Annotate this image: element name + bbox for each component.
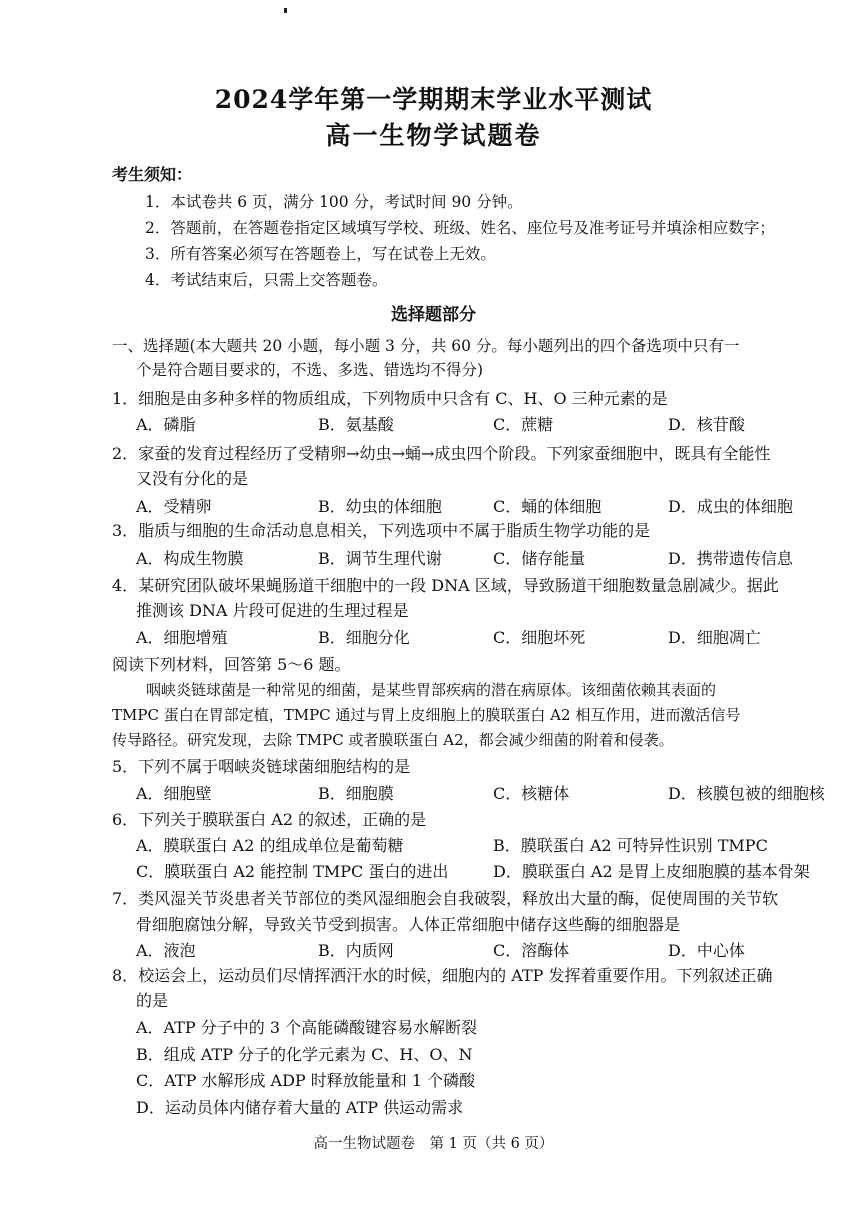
section-title: 选择题部分 [391, 305, 476, 325]
q6-option-c: C．膜联蛋白 A2 能控制 TMPC 蛋白的进出 [136, 862, 449, 881]
q5-option-d: D．核膜包被的细胞核 [668, 784, 825, 803]
q2-option-b: B．幼虫的体细胞 [318, 497, 442, 516]
question-2-stem: 又没有分化的是 [136, 469, 249, 488]
q1-option-c: C．蔗糖 [493, 415, 554, 434]
q3-option-b: B．调节生理代谢 [318, 549, 442, 568]
question-2-stem: 2．家蚕的发育过程经历了受精卵→幼虫→蛹→成虫四个阶段。下列家蚕细胞中，既具有全能性 [112, 444, 771, 463]
material-text: 传导路径。研究发现，去除 TMPC 或者膜联蛋白 A2，都会减少细菌的附着和侵袭。 [112, 731, 674, 749]
q6-option-a: A．膜联蛋白 A2 的组成单位是葡萄糖 [136, 836, 404, 855]
material-text: 咽峡炎链球菌是一种常见的细菌，是某些胃部疾病的潜在病原体。该细菌依赖其表面的 [146, 681, 717, 699]
q5-option-b: B．细胞膜 [318, 784, 394, 803]
question-7-stem: 7．类风湿关节炎患者关节部位的类风湿细胞会自我破裂，释放出大量的酶，促使周围的关节软 [112, 889, 779, 908]
q3-option-d: D．携带遗传信息 [668, 549, 793, 568]
notice-heading: 考生须知： [112, 165, 193, 184]
q1-option-a: A．磷脂 [136, 415, 196, 434]
q7-option-d: D．中心体 [668, 941, 745, 960]
q2-option-a: A．受精卵 [136, 497, 212, 516]
material-intro: 阅读下列材料，回答第 5～6 题。 [112, 655, 351, 674]
q2-option-c: C．蛹的体细胞 [493, 497, 602, 516]
exam-title: 2024学年第一学期期末学业水平测试 [214, 85, 653, 114]
q6-option-b: B．膜联蛋白 A2 可特异性识别 TMPC [493, 836, 768, 855]
q8-option-a: A．ATP 分子中的 3 个高能磷酸键容易水解断裂 [136, 1018, 478, 1037]
notice-item: 1．本试卷共 6 页，满分 100 分，考试时间 90 分钟。 [145, 193, 523, 211]
notice-item: 3．所有答案必须写在答题卷上，写在试卷上无效。 [145, 245, 496, 263]
q5-option-c: C．核糖体 [493, 784, 570, 803]
question-4-stem: 推测该 DNA 片段可促进的生理过程是 [136, 601, 409, 620]
q7-option-c: C．溶酶体 [493, 941, 570, 960]
q7-option-b: B．内质网 [318, 941, 394, 960]
question-7-stem: 骨细胞腐蚀分解，导致关节受到损害。人体正常细胞中储存这些酶的细胞器是 [136, 915, 681, 934]
page-footer: 高一生物试题卷 第 1 页（共 6 页） [313, 1136, 554, 1152]
q4-option-c: C．细胞坏死 [493, 628, 586, 647]
scan-mark [284, 8, 287, 13]
question-1-stem: 1．细胞是由多种多样的物质组成，下列物质中只含有 C、H、O 三种元素的是 [112, 389, 668, 408]
q6-option-d: D．膜联蛋白 A2 是胃上皮细胞膜的基本骨架 [493, 862, 810, 881]
material-text: TMPC 蛋白在胃部定植，TMPC 通过与胃上皮细胞上的膜联蛋白 A2 相互作用，进而激活信号 [112, 706, 741, 724]
notice-item: 2．答题前，在答题卷指定区域填写学校、班级、姓名、座位号及准考证号并填涂相应数字； [145, 219, 775, 237]
exam-subtitle: 高一生物学试题卷 [325, 121, 542, 150]
section-instructions: 个是符合题目要求的，不选、多选、错选均不得分) [136, 361, 484, 379]
q1-option-d: D．核苷酸 [668, 415, 745, 434]
q2-option-d: D．成虫的体细胞 [668, 497, 793, 516]
q7-option-a: A．液泡 [136, 941, 196, 960]
q4-option-d: D．细胞凋亡 [668, 628, 761, 647]
question-8-stem: 8．校运会上，运动员们尽情挥洒汗水的时候，细胞内的 ATP 发挥着重要作用。下列叙述正确 [112, 966, 773, 985]
question-3-stem: 3．脂质与细胞的生命活动息息相关，下列选项中不属于脂质生物学功能的是 [112, 521, 651, 540]
q4-option-b: B．细胞分化 [318, 628, 410, 647]
question-5-stem: 5．下列不属于咽峡炎链球菌细胞结构的是 [112, 757, 411, 776]
notice-item: 4．考试结束后，只需上交答题卷。 [145, 271, 388, 289]
question-6-stem: 6．下列关于膜联蛋白 A2 的叙述，正确的是 [112, 810, 427, 829]
q8-option-d: D．运动员体内储存着大量的 ATP 供运动需求 [136, 1098, 464, 1117]
q5-option-a: A．细胞壁 [136, 784, 212, 803]
question-4-stem: 4．某研究团队破坏果蝇肠道干细胞中的一段 DNA 区域，导致肠道干细胞数量急剧减少。据此 [112, 576, 779, 595]
q4-option-a: A．细胞增殖 [136, 628, 228, 647]
q1-option-b: B．氨基酸 [318, 415, 394, 434]
q3-option-a: A．构成生物膜 [136, 549, 244, 568]
q8-option-c: C．ATP 水解形成 ADP 时释放能量和 1 个磷酸 [136, 1071, 476, 1090]
question-8-stem: 的是 [136, 991, 169, 1010]
q8-option-b: B．组成 ATP 分子的化学元素为 C、H、O、N [136, 1045, 473, 1064]
q3-option-c: C．储存能量 [493, 549, 586, 568]
section-instructions: 一、选择题(本大题共 20 小题，每小题 3 分，共 60 分。每小题列出的四个备选项中只有一 [112, 337, 740, 355]
